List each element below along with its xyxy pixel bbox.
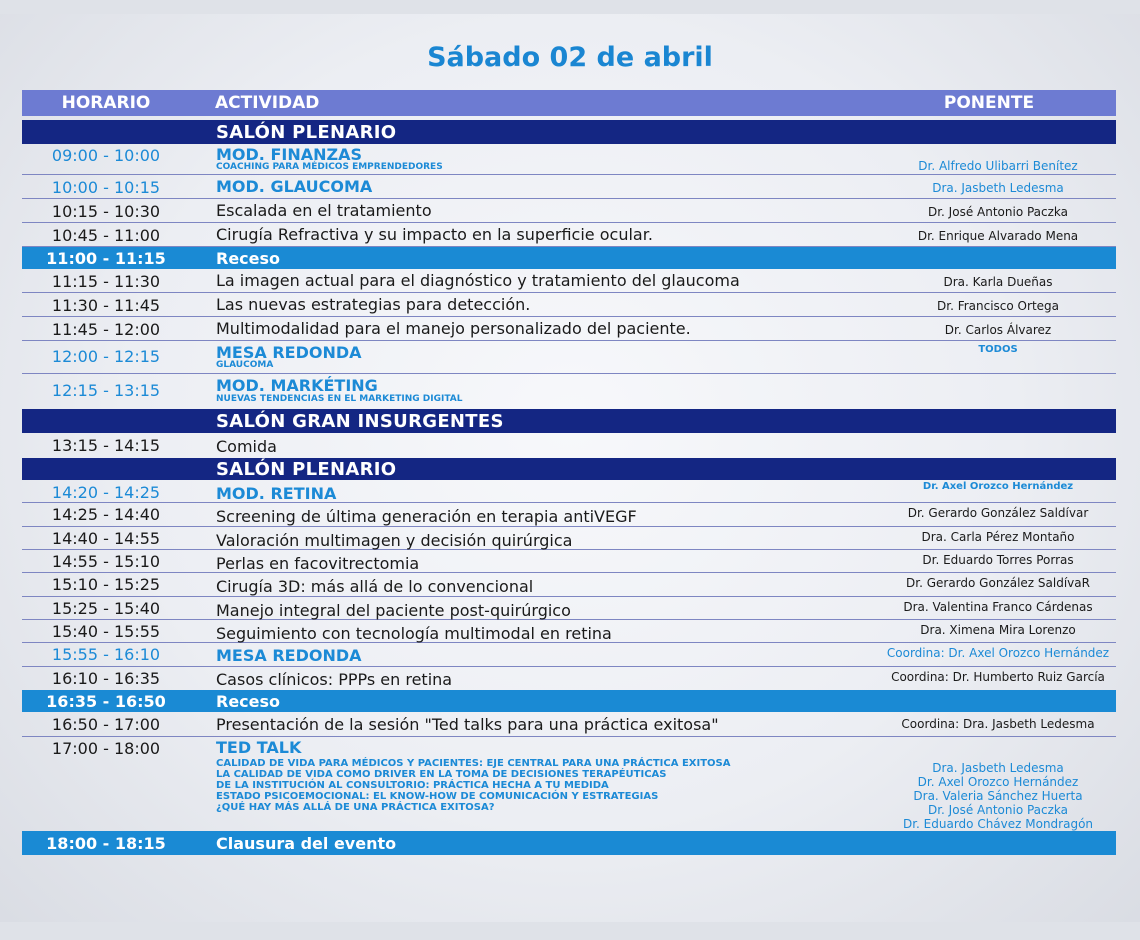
- row-activity: Comida: [216, 437, 277, 456]
- ted-topic: DE LA INSTITUCIÓN AL CONSULTORIO: PRÁCTICA HECHA A TU MEDIDA: [216, 780, 609, 791]
- table-row: [22, 374, 1116, 407]
- table-row: [22, 573, 1116, 597]
- closing-time: 18:00 - 18:15: [46, 834, 166, 853]
- section-salon-plenario: [22, 120, 1116, 144]
- row-activity: Manejo integral del paciente post-quirúrgico: [216, 601, 571, 620]
- row-activity: Valoración multimagen y decisión quirúrgica: [216, 531, 573, 550]
- ted-topic: CALIDAD DE VIDA PARA MÉDICOS Y PACIENTES: EJE CENTRAL PARA UNA PRÁCTICA EXITOSA: [216, 758, 731, 769]
- table-row: [22, 712, 1116, 737]
- row-time: 15:10 - 15:25: [51, 575, 161, 594]
- ted-topic: ESTADO PSICOEMOCIONAL: EL KNOW-HOW DE COMUNICACIÓN Y ESTRATEGIAS: [216, 791, 659, 802]
- ted-speaker: Dr. José Antonio Paczka: [927, 803, 1069, 817]
- ted-speaker: Dra. Valeria Sánchez Huerta: [913, 789, 1083, 803]
- table-row: [22, 269, 1116, 293]
- row-speaker: Dr. Eduardo Torres Porras: [922, 553, 1074, 567]
- row-subtitle: COACHING PARA MÉDICOS EMPRENDEDORES: [216, 162, 443, 172]
- row-activity: La imagen actual para el diagnóstico y tratamiento del glaucoma: [216, 271, 740, 290]
- row-time: 11:15 - 11:30: [51, 272, 161, 291]
- row-time: 14:40 - 14:55: [51, 529, 161, 548]
- row-speaker: Dr. Francisco Ortega: [937, 299, 1059, 313]
- row-activity: MOD. RETINA: [216, 484, 337, 503]
- row-time: 16:50 - 17:00: [51, 715, 161, 734]
- table-row: [22, 597, 1116, 620]
- ted-topic: LA CALIDAD DE VIDA COMO DRIVER EN LA TOMA DE DECISIONES TERAPÉUTICAS: [216, 769, 667, 780]
- header-activity: ACTIVIDAD: [215, 93, 320, 113]
- row-activity: MESA REDONDA: [216, 343, 362, 362]
- break-label: Receso: [216, 249, 281, 268]
- row-activity: Cirugía 3D: más allá de lo convencional: [216, 577, 534, 596]
- row-time: 14:20 - 14:25: [51, 483, 161, 502]
- row-speaker: Dr. Axel Orozco Hernández: [922, 481, 1074, 492]
- row-activity: MESA REDONDA: [216, 646, 362, 665]
- row-speaker: Dr. Alfredo Ulibarri Benítez: [918, 159, 1078, 173]
- row-speaker: Dra. Jasbeth Ledesma: [932, 181, 1064, 195]
- closing-row: [22, 831, 1116, 855]
- section-label: SALÓN PLENARIO: [216, 459, 397, 480]
- row-time: 12:15 - 13:15: [51, 381, 161, 400]
- page-title: Sábado 02 de abril: [427, 42, 713, 73]
- section-label: SALÓN GRAN INSURGENTES: [216, 411, 504, 432]
- header-time: HORARIO: [61, 93, 151, 113]
- table-row: [22, 175, 1116, 199]
- top-frame: [0, 0, 1140, 14]
- row-activity: Casos clínicos: PPPs en retina: [216, 670, 453, 689]
- header-speaker: PONENTE: [943, 93, 1035, 113]
- row-speaker: Dr. Enrique Alvarado Mena: [917, 229, 1079, 243]
- table-row: [22, 667, 1116, 690]
- row-time: 17:00 - 18:00: [51, 739, 161, 758]
- row-speaker: TODOS: [978, 344, 1018, 355]
- row-speaker: Dra. Ximena Mira Lorenzo: [920, 623, 1076, 637]
- row-activity: Escalada en el tratamiento: [216, 201, 432, 220]
- table-row: [22, 503, 1116, 527]
- table-row: [22, 737, 1116, 831]
- row-activity: TED TALK: [216, 738, 302, 757]
- row-subtitle: GLAUCOMA: [216, 360, 274, 370]
- row-time: 13:15 - 14:15: [51, 436, 161, 455]
- table-row: [22, 341, 1116, 374]
- section-label: SALÓN PLENARIO: [216, 122, 397, 143]
- row-speaker: Coordina: Dr. Humberto Ruiz García: [891, 670, 1105, 684]
- section-salon-gran-insurgentes: [22, 409, 1116, 433]
- row-activity: Screening de última generación en terapia antiVEGF: [216, 507, 637, 526]
- row-activity: MOD. FINANZAS: [216, 145, 363, 164]
- row-activity: Las nuevas estrategias para detección.: [216, 295, 531, 314]
- row-time: 10:45 - 11:00: [51, 226, 161, 245]
- table-header: [22, 90, 1116, 116]
- break-row: [22, 690, 1116, 712]
- ted-topic: ¿QUÉ HAY MÁS ALLÁ DE UNA PRÁCTICA EXITOSA?: [216, 802, 495, 813]
- table-row: [22, 223, 1116, 247]
- break-label: Receso: [216, 692, 281, 711]
- table-row: [22, 620, 1116, 643]
- ted-talk-topics: [216, 758, 731, 813]
- ted-speaker: Dr. Eduardo Chávez Mondragón: [902, 817, 1094, 831]
- row-time: 11:30 - 11:45: [51, 296, 161, 315]
- row-time: 15:25 - 15:40: [51, 599, 161, 618]
- break-time: 11:00 - 11:15: [46, 249, 166, 268]
- table-row: [22, 144, 1116, 175]
- closing-label: Clausura del evento: [216, 834, 397, 853]
- row-time: 16:10 - 16:35: [51, 669, 161, 688]
- row-time: 14:25 - 14:40: [51, 505, 161, 524]
- bottom-frame: [0, 922, 1140, 940]
- break-row: [22, 247, 1116, 269]
- row-subtitle: NUEVAS TENDENCIAS EN EL MARKETING DIGITAL: [216, 394, 463, 404]
- row-activity: Multimodalidad para el manejo personalizado del paciente.: [216, 319, 691, 338]
- row-speaker: Coordina: Dra. Jasbeth Ledesma: [901, 717, 1095, 731]
- row-time: 09:00 - 10:00: [51, 146, 161, 165]
- row-activity: Seguimiento con tecnología multimodal en retina: [216, 624, 612, 643]
- row-time: 15:40 - 15:55: [51, 622, 161, 641]
- section-salon-plenario-2: [22, 458, 1116, 480]
- row-activity: Cirugía Refractiva y su impacto en la superficie ocular.: [216, 225, 653, 244]
- row-time: 15:55 - 16:10: [51, 645, 161, 664]
- row-speaker: Dra. Karla Dueñas: [943, 275, 1053, 289]
- table-row: [22, 317, 1116, 341]
- row-activity: MOD. GLAUCOMA: [216, 177, 373, 196]
- row-activity: Perlas en facovitrectomia: [216, 554, 420, 573]
- table-row: [22, 643, 1116, 667]
- row-time: 10:15 - 10:30: [51, 202, 161, 221]
- row-speaker: Dr. Gerardo González Saldívar: [907, 506, 1089, 520]
- table-row: [22, 293, 1116, 317]
- table-row: [22, 199, 1116, 223]
- table-row: [22, 433, 1116, 457]
- row-time: 11:45 - 12:00: [51, 320, 161, 339]
- table-row: [22, 480, 1116, 503]
- ted-speaker: Dra. Jasbeth Ledesma: [932, 761, 1064, 775]
- row-speaker: Dra. Carla Pérez Montaño: [921, 530, 1075, 544]
- row-speaker: Coordina: Dr. Axel Orozco Hernández: [886, 646, 1110, 660]
- ted-talk-speakers: [884, 761, 1112, 831]
- row-speaker: Dr. José Antonio Paczka: [927, 205, 1069, 219]
- ted-speaker: Dr. Axel Orozco Hernández: [917, 775, 1079, 789]
- table-row: [22, 550, 1116, 573]
- row-speaker: Dr. Gerardo González SaldívaR: [906, 576, 1090, 590]
- row-time: 10:00 - 10:15: [51, 178, 161, 197]
- row-speaker: Dr. Carlos Álvarez: [944, 323, 1052, 337]
- row-activity: MOD. MARKÉTING: [216, 376, 378, 395]
- row-activity: Presentación de la sesión "Ted talks para una práctica exitosa": [216, 715, 719, 734]
- schedule-table: [22, 90, 1116, 855]
- table-row: [22, 527, 1116, 550]
- break-time: 16:35 - 16:50: [46, 692, 166, 711]
- row-time: 14:55 - 15:10: [51, 552, 161, 571]
- row-speaker: Dra. Valentina Franco Cárdenas: [903, 600, 1093, 614]
- row-time: 12:00 - 12:15: [51, 347, 161, 366]
